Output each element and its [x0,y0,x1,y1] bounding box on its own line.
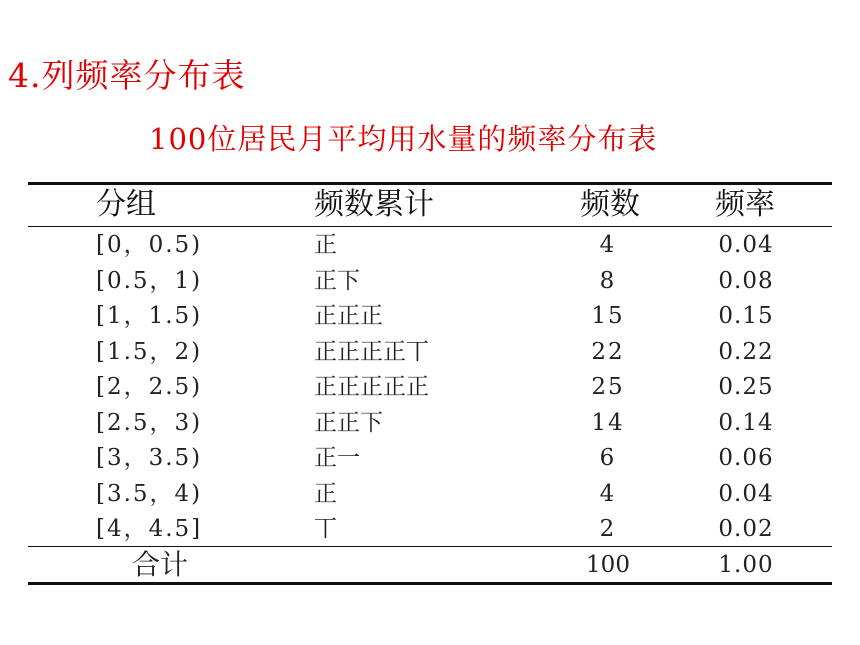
frequency-cell: 0.22 [718,338,774,365]
frequency-cell: 0.06 [718,445,774,471]
total-count: 100 [586,552,630,578]
frequency-cell: 0.04 [718,232,774,258]
group-cell: [1.5，2) [96,338,203,365]
tally-cell: 丅 [314,516,337,542]
table-row [0,477,860,513]
count-cell: 15 [591,303,625,329]
tally-cell: 正一 [314,445,360,471]
section-heading: 4.列频率分布表 [8,56,246,95]
count-cell: 25 [591,374,625,400]
group-cell: [4，4.5] [96,516,203,542]
count-cell: 6 [599,445,617,471]
count-cell: 22 [591,338,625,365]
column-header-group: 分组 [96,187,156,222]
table-row [0,441,860,477]
tally-cell: 正正正正丅 [314,338,429,365]
total-rule [28,546,832,547]
header-rule [28,226,832,227]
tally-cell: 正正正 [314,303,383,329]
frequency-cell: 0.25 [718,374,774,400]
group-cell: [3，3.5) [96,445,203,471]
group-cell: [3.5，4) [96,480,203,507]
table-caption: 100位居民月平均用水量的频率分布表 [149,122,658,156]
column-header-count: 频数 [580,187,640,222]
group-cell: [0.5，1) [96,267,203,294]
tally-cell: 正 [314,232,337,258]
tally-cell: 正正下 [314,409,383,436]
count-cell: 4 [599,480,617,507]
table-row [0,406,860,442]
tally-cell: 正 [314,480,337,507]
frequency-cell: 0.15 [718,303,774,329]
total-label: 合计 [132,548,189,581]
count-cell: 8 [599,267,617,294]
tally-cell: 正正正正正 [314,374,429,400]
column-header-tally: 频数累计 [314,187,434,222]
count-cell: 4 [599,232,617,258]
table-row [0,299,860,335]
table-top-rule [28,182,832,185]
group-cell: [2，2.5) [96,374,203,400]
group-cell: [2.5，3) [96,409,203,436]
table-row [0,370,860,406]
table-row [0,512,860,548]
table-body [0,228,860,548]
frequency-cell: 0.14 [718,409,774,436]
table-bottom-rule [28,582,832,585]
count-cell: 2 [599,516,617,542]
table-row [0,335,860,371]
table-row [0,228,860,264]
table-row [0,264,860,300]
count-cell: 14 [591,409,625,436]
total-frequency: 1.00 [718,552,774,578]
frequency-cell: 0.08 [718,267,774,294]
tally-cell: 正下 [314,267,360,294]
total-row [0,548,860,582]
group-cell: [1，1.5) [96,303,203,329]
frequency-cell: 0.02 [718,516,774,542]
column-header-frequency: 频率 [715,187,775,222]
frequency-cell: 0.04 [718,480,774,507]
group-cell: [0，0.5) [96,232,203,258]
